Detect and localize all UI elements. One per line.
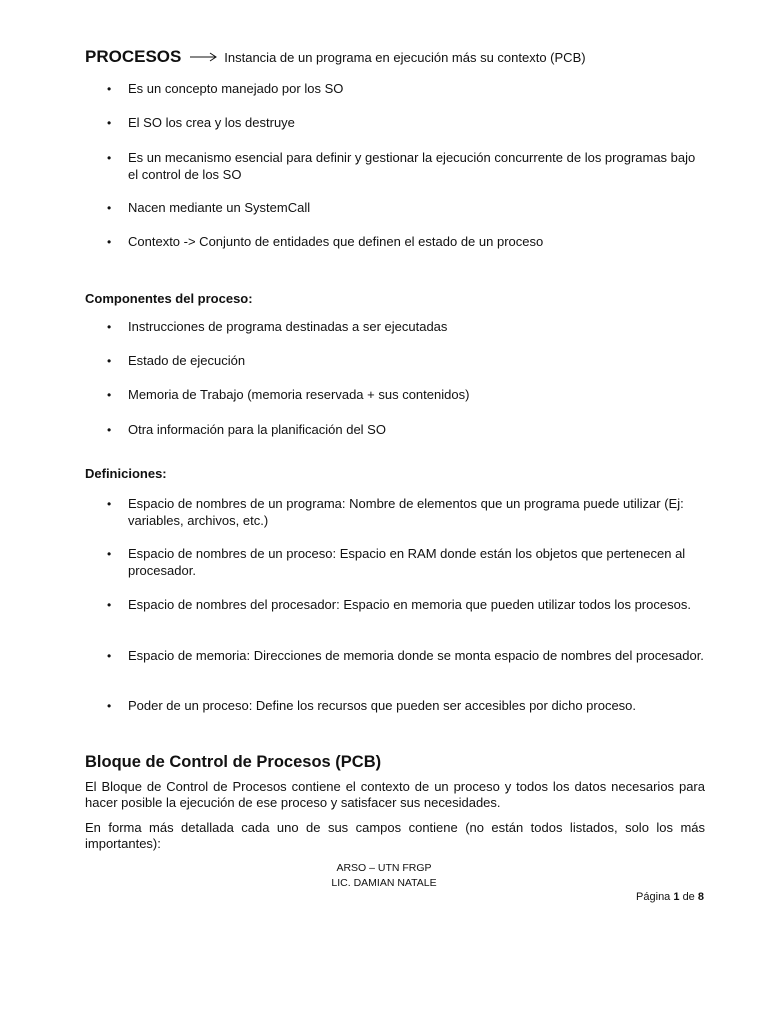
right-arrow-icon	[190, 52, 218, 62]
list-item	[107, 496, 708, 529]
list-item-text: Estado de ejecución	[128, 353, 246, 368]
page-label: Página	[636, 891, 671, 903]
bullet-icon: •	[107, 82, 112, 96]
pcb-paragraph-1: El Bloque de Control de Procesos contiene el contexto de un proceso y todos los datos necesarios para hacer posible la ejecución de ese proceso y satisfacer sus necesidades.	[85, 779, 705, 810]
list-item	[107, 150, 708, 183]
list-item-text: Poder de un proceso: Define los recursos que pueden ser accesibles por dicho proceso.	[128, 698, 637, 713]
bullet-icon: •	[107, 320, 112, 334]
list-item	[107, 319, 708, 336]
page-number	[636, 891, 704, 903]
bullet-icon: •	[107, 699, 112, 713]
footer-author: LIC. DAMIAN NATALE	[331, 877, 437, 889]
definitions-heading: Definiciones:	[85, 466, 167, 481]
bullet-icon: •	[107, 497, 112, 511]
list-item	[107, 546, 708, 579]
pcb-paragraph-2: En forma más detallada cada uno de sus campos contiene (no están todos listados, solo los más importantes):	[85, 820, 705, 851]
bullet-icon: •	[107, 235, 112, 249]
page-title: PROCESOS	[85, 47, 182, 66]
list-item	[107, 234, 708, 251]
pcb-section-title: Bloque de Control de Procesos (PCB)	[85, 753, 382, 771]
list-item-text: Nacen mediante un SystemCall	[128, 200, 311, 215]
bullet-icon: •	[107, 151, 112, 165]
list-item	[107, 422, 708, 439]
title-definition: Instancia de un programa en ejecución más su contexto (PCB)	[224, 50, 586, 65]
bullet-icon: •	[107, 423, 112, 437]
list-item	[107, 698, 708, 715]
components-heading: Componentes del proceso:	[85, 291, 253, 306]
list-item-text: Espacio de memoria: Direcciones de memoria donde se monta espacio de nombres del procesador.	[128, 648, 704, 663]
list-item-text: Espacio de nombres de un proceso: Espacio en RAM donde están los objetos que pertenecen al procesador.	[128, 546, 686, 578]
list-item-text: El SO los crea y los destruye	[128, 115, 295, 130]
list-item-text: Espacio de nombres del procesador: Espacio en memoria que pueden utilizar todos los procesos.	[128, 597, 691, 612]
footer-course: ARSO – UTN FRGP	[336, 862, 432, 874]
bullet-icon: •	[107, 354, 112, 368]
page-of: de	[682, 891, 695, 903]
bullet-icon: •	[107, 388, 112, 402]
list-item	[107, 81, 708, 98]
list-item-text: Otra información para la planificación del SO	[128, 422, 386, 437]
bullet-icon: •	[107, 116, 112, 130]
list-item-text: Es un mecanismo esencial para definir y gestionar la ejecución concurrente de los programas bajo el control de los SO	[128, 150, 696, 182]
list-item	[107, 597, 708, 614]
bullet-icon: •	[107, 201, 112, 215]
list-item-text: Memoria de Trabajo (memoria reservada + sus contenidos)	[128, 387, 470, 402]
list-item	[107, 353, 708, 370]
bullet-icon: •	[107, 598, 112, 612]
list-item	[107, 387, 708, 404]
list-item	[107, 648, 708, 665]
header	[85, 47, 586, 67]
list-item-text: Espacio de nombres de un programa: Nombre de elementos que un programa puede utilizar (Ej: variables, archivos, etc.)	[128, 496, 684, 528]
list-item	[107, 200, 708, 217]
page-total: 8	[697, 891, 704, 903]
list-item-text: Es un concepto manejado por los SO	[128, 81, 344, 96]
bullet-icon: •	[107, 547, 112, 561]
list-item	[107, 115, 708, 132]
page-current: 1	[673, 891, 680, 903]
list-item-text: Contexto -> Conjunto de entidades que definen el estado de un proceso	[128, 234, 544, 249]
bullet-icon: •	[107, 649, 112, 663]
list-item-text: Instrucciones de programa destinadas a ser ejecutadas	[128, 319, 448, 334]
